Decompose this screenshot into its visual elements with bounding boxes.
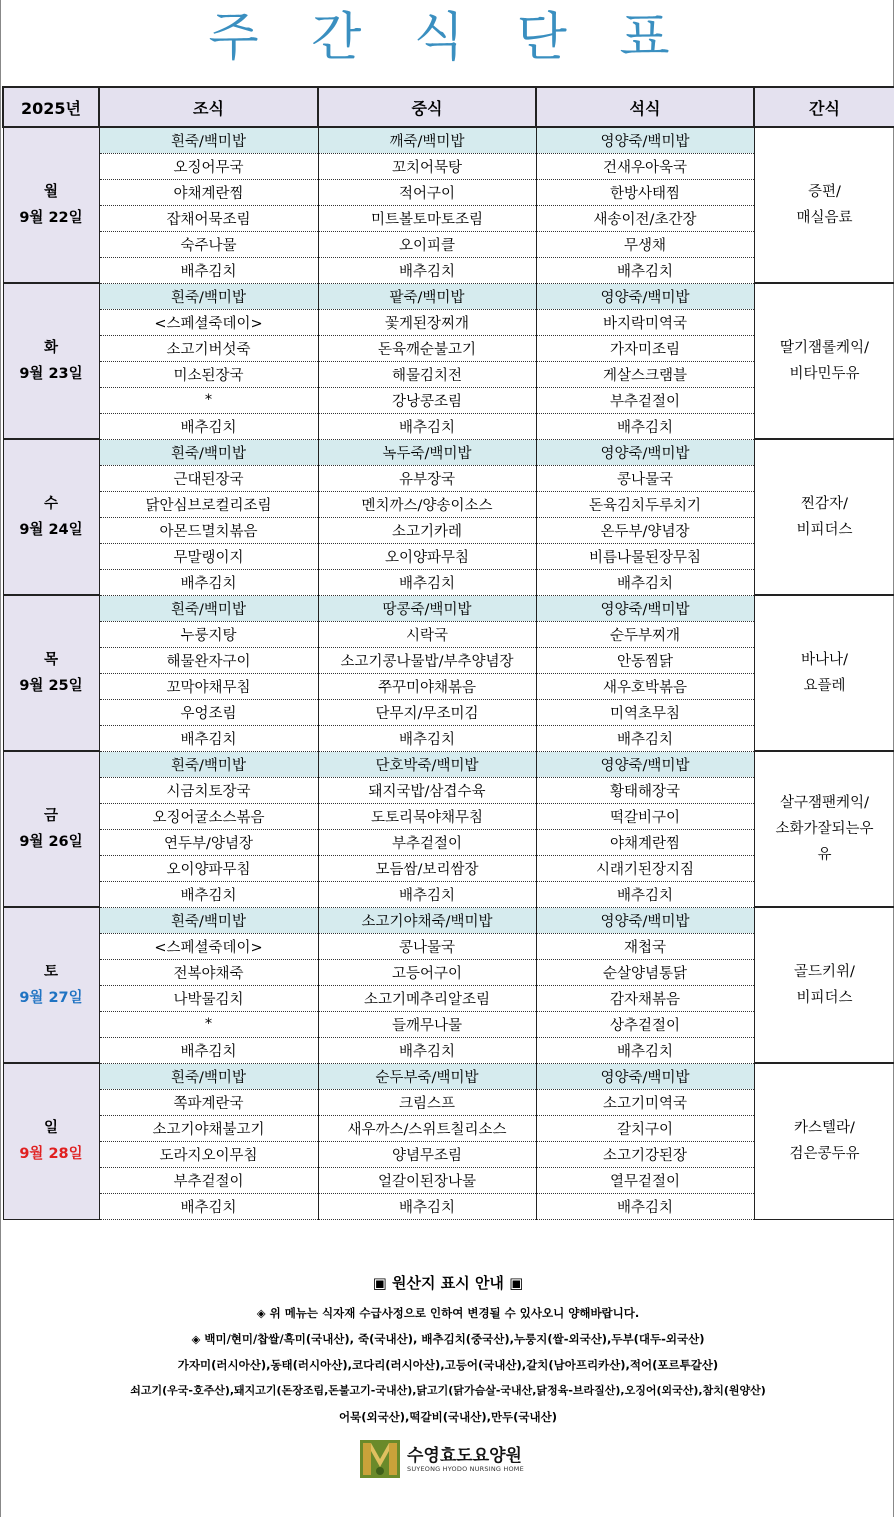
breakfast-item: 근대된장국 <box>99 465 318 491</box>
breakfast-item: 무말랭이지 <box>99 543 318 569</box>
notice-line: ◈ 위 메뉴는 식자재 수급사정으로 인하여 변경될 수 있사오니 양해바랍니다. <box>256 1306 640 1320</box>
day-cell <box>3 751 99 907</box>
lunch-item: 오이양파무침 <box>318 543 536 569</box>
dinner-item: 시래기된장지짐 <box>536 855 754 881</box>
table-row <box>3 595 894 621</box>
weekday-label: 일 <box>43 1120 58 1137</box>
breakfast-item: 시금치토장국 <box>99 777 318 803</box>
dinner-item: 콩나물국 <box>536 465 754 491</box>
snack-line: 골드키위/ <box>794 964 855 980</box>
lunch-item: 쭈꾸미야채볶음 <box>318 673 536 699</box>
notice-heading: ▣ 원산지 표시 안내 ▣ <box>372 1274 524 1292</box>
breakfast-item: 쪽파계란국 <box>99 1089 318 1115</box>
lunch-item: 양념무조림 <box>318 1141 536 1167</box>
breakfast-item: 누룽지탕 <box>99 621 318 647</box>
lunch-item: 도토리묵야채무침 <box>318 803 536 829</box>
notice-line: 어묵(외국산),떡갈비(국내산),만두(국내산) <box>338 1410 557 1424</box>
snack-line: 바나나/ <box>801 652 848 668</box>
dinner-item: 영양죽/백미밥 <box>536 127 754 153</box>
lunch-item: 땅콩죽/백미밥 <box>318 595 536 621</box>
lunch-item: 꼬치어묵탕 <box>318 153 536 179</box>
lunch-item: 배추김치 <box>318 257 536 283</box>
dinner-item: 영양죽/백미밥 <box>536 595 754 621</box>
nursing-home-logo <box>359 1437 539 1481</box>
weekday-label: 화 <box>43 340 58 356</box>
snack-cell <box>754 127 894 283</box>
date-label: 9월 28일 <box>19 1146 83 1163</box>
breakfast-item: 흰죽/백미밥 <box>99 907 318 933</box>
menu-body <box>3 127 894 1219</box>
lunch-item: 모듬쌈/보리쌈장 <box>318 855 536 881</box>
snack-cell <box>754 751 894 907</box>
lunch-item: 부추겉절이 <box>318 829 536 855</box>
origin-notice <box>2 1266 894 1430</box>
lunch-item: 단무지/무조미김 <box>318 699 536 725</box>
breakfast-item: 흰죽/백미밥 <box>99 283 318 309</box>
breakfast-item: * <box>99 387 318 413</box>
snack-line: 증편/ <box>808 184 841 200</box>
dinner-item: 소고기미역국 <box>536 1089 754 1115</box>
breakfast-item: 도라지오이무침 <box>99 1141 318 1167</box>
snack-line: 카스텔라/ <box>794 1120 855 1137</box>
day-cell <box>3 283 99 439</box>
dinner-item: 미역초무침 <box>536 699 754 725</box>
breakfast-item: 연두부/양념장 <box>99 829 318 855</box>
weekly-menu-table <box>2 86 894 1220</box>
table-row <box>3 907 894 933</box>
breakfast-item: 닭안심브로컬리조림 <box>99 491 318 517</box>
lunch-item: 배추김치 <box>318 1037 536 1063</box>
lunch-item: 배추김치 <box>318 1193 536 1219</box>
dinner-item: 배추김치 <box>536 1193 754 1219</box>
lunch-item: 배추김치 <box>318 881 536 907</box>
lunch-item: 깨죽/백미밥 <box>318 127 536 153</box>
notice-line: 쇠고기(우국-호주산),돼지고기(돈장조림,돈불고기-국내산),닭고기(닭가슴살-국내산,닭정육-브라질산),오징어(외국산),참치(원양산) <box>130 1384 766 1397</box>
dinner-item: 갈치구이 <box>536 1115 754 1141</box>
breakfast-header: 조식 <box>99 87 318 127</box>
dinner-item: 비름나물된장무침 <box>536 543 754 569</box>
lunch-item: 배추김치 <box>318 413 536 439</box>
weekday-label: 목 <box>43 652 58 668</box>
dinner-item: 배추김치 <box>536 413 754 439</box>
dinner-item: 영양죽/백미밥 <box>536 439 754 465</box>
date-label: 9월 22일 <box>19 210 83 226</box>
dinner-item: 새송이전/초간장 <box>536 205 754 231</box>
snack-cell <box>754 595 894 751</box>
weekday-label: 금 <box>43 808 58 824</box>
dinner-item: 영양죽/백미밥 <box>536 283 754 309</box>
lunch-item: 시락국 <box>318 621 536 647</box>
dinner-item: 순살양념통닭 <box>536 959 754 985</box>
dinner-header: 석식 <box>536 87 754 127</box>
lunch-item: 소고기메추리알조림 <box>318 985 536 1011</box>
dinner-item: 야채계란찜 <box>536 829 754 855</box>
dinner-item: 황태해장국 <box>536 777 754 803</box>
lunch-item: 녹두죽/백미밥 <box>318 439 536 465</box>
breakfast-item: <스페셜죽데이> <box>99 933 318 959</box>
lunch-item: 소고기콩나물밥/부추양념장 <box>318 647 536 673</box>
dinner-item: 영양죽/백미밥 <box>536 1063 754 1089</box>
weekday-label: 월 <box>43 184 58 200</box>
breakfast-item: 꼬막야채무침 <box>99 673 318 699</box>
dinner-item: 바지락미역국 <box>536 309 754 335</box>
lunch-item: 해물김치전 <box>318 361 536 387</box>
dinner-item: 배추김치 <box>536 1037 754 1063</box>
lunch-item: 강낭콩조림 <box>318 387 536 413</box>
snack-line: 유 <box>817 847 832 863</box>
breakfast-item: 아몬드멸치볶음 <box>99 517 318 543</box>
breakfast-item: 소고기야채불고기 <box>99 1115 318 1141</box>
snack-header: 간식 <box>754 87 894 127</box>
lunch-item: 콩나물국 <box>318 933 536 959</box>
snack-line: 비피더스 <box>796 990 853 1006</box>
notice-line: 가자미(러시아산),동태(러시아산),코다리(러시아산),고등어(국내산),갈치(남아프리카산),적어(포르투갈산) <box>177 1358 719 1372</box>
breakfast-item: 전복야채죽 <box>99 959 318 985</box>
snack-cell <box>754 907 894 1063</box>
lunch-item: 들깨무나물 <box>318 1011 536 1037</box>
lunch-item: 배추김치 <box>318 569 536 595</box>
dinner-item: 상추겉절이 <box>536 1011 754 1037</box>
lunch-item: 팥죽/백미밥 <box>318 283 536 309</box>
lunch-item: 미트볼토마토조림 <box>318 205 536 231</box>
dinner-item: 부추겉절이 <box>536 387 754 413</box>
lunch-item: 고등어구이 <box>318 959 536 985</box>
dinner-item: 열무겉절이 <box>536 1167 754 1193</box>
snack-line: 요플레 <box>803 678 846 694</box>
dinner-item: 한방사태찜 <box>536 179 754 205</box>
breakfast-item: 배추김치 <box>99 1193 318 1219</box>
dinner-item: 감자채볶음 <box>536 985 754 1011</box>
breakfast-item: 부추겉절이 <box>99 1167 318 1193</box>
dinner-item: 영양죽/백미밥 <box>536 751 754 777</box>
logo-name: 수영효도요양원 <box>407 1446 522 1466</box>
dinner-item: 소고기강된장 <box>536 1141 754 1167</box>
snack-line: 비피더스 <box>796 522 853 538</box>
dinner-item: 건새우아욱국 <box>536 153 754 179</box>
day-cell <box>3 439 99 595</box>
date-label: 9월 26일 <box>19 834 83 850</box>
breakfast-item: 소고기버섯죽 <box>99 335 318 361</box>
notice-line: ◈ 백미/현미/찹쌀/흑미(국내산), 죽(국내산), 배추김치(중국산),누룽지(쌀-외국산),두부(대두-외국산) <box>191 1332 705 1346</box>
table-header-row <box>3 87 894 127</box>
table-row <box>3 751 894 777</box>
snack-line: 소화가잘되는우 <box>775 821 874 837</box>
date-label: 9월 23일 <box>19 366 83 382</box>
breakfast-item: 야채계란찜 <box>99 179 318 205</box>
dinner-item: 무생채 <box>536 231 754 257</box>
snack-line: 매실음료 <box>796 210 853 226</box>
breakfast-item: 잡채어묵조림 <box>99 205 318 231</box>
weekday-label: 수 <box>43 496 58 512</box>
lunch-item: 오이피클 <box>318 231 536 257</box>
date-label: 9월 24일 <box>19 522 83 538</box>
lunch-item: 소고기카레 <box>318 517 536 543</box>
snack-cell <box>754 439 894 595</box>
dinner-item: 돈육김치두루치기 <box>536 491 754 517</box>
dinner-item: 배추김치 <box>536 569 754 595</box>
snack-line: 검은콩두유 <box>789 1146 860 1163</box>
breakfast-item: 흰죽/백미밥 <box>99 595 318 621</box>
breakfast-item: 배추김치 <box>99 413 318 439</box>
dinner-item: 안동찜닭 <box>536 647 754 673</box>
date-label: 9월 27일 <box>19 990 83 1006</box>
dinner-item: 새우호박볶음 <box>536 673 754 699</box>
breakfast-item: 배추김치 <box>99 257 318 283</box>
lunch-item: 단호박죽/백미밥 <box>318 751 536 777</box>
lunch-item: 꽃게된장찌개 <box>318 309 536 335</box>
dinner-item: 배추김치 <box>536 257 754 283</box>
breakfast-item: 배추김치 <box>99 725 318 751</box>
snack-line: 딸기잼롤케익/ <box>780 340 869 356</box>
breakfast-item: * <box>99 1011 318 1037</box>
lunch-item: 적어구이 <box>318 179 536 205</box>
lunch-header: 중식 <box>318 87 536 127</box>
lunch-item: 멘치까스/양송이소스 <box>318 491 536 517</box>
table-row <box>3 127 894 153</box>
breakfast-item: 해물완자구이 <box>99 647 318 673</box>
dinner-item: 떡갈비구이 <box>536 803 754 829</box>
breakfast-item: 흰죽/백미밥 <box>99 751 318 777</box>
table-row <box>3 439 894 465</box>
lunch-item: 크림스프 <box>318 1089 536 1115</box>
lunch-item: 순두부죽/백미밥 <box>318 1063 536 1089</box>
page-title: 주 간 식 단 표 <box>208 8 688 68</box>
breakfast-item: 배추김치 <box>99 1037 318 1063</box>
breakfast-item: 오이양파무침 <box>99 855 318 881</box>
snack-line: 비타민두유 <box>789 366 860 382</box>
day-cell <box>3 907 99 1063</box>
lunch-item: 유부장국 <box>318 465 536 491</box>
dinner-item: 가자미조림 <box>536 335 754 361</box>
year-header: 2025년 <box>3 87 99 127</box>
breakfast-item: 우엉조림 <box>99 699 318 725</box>
breakfast-item: 배추김치 <box>99 881 318 907</box>
snack-line: 살구잼팬케익/ <box>780 795 869 811</box>
breakfast-item: 오징어굴소스볶음 <box>99 803 318 829</box>
weekday-label: 토 <box>43 964 58 980</box>
breakfast-item: 흰죽/백미밥 <box>99 1063 318 1089</box>
table-row <box>3 1063 894 1089</box>
day-cell <box>3 1063 99 1219</box>
dinner-item: 재첩국 <box>536 933 754 959</box>
lunch-item: 돼지국밥/삼겹수육 <box>318 777 536 803</box>
lunch-item: 소고기야채죽/백미밥 <box>318 907 536 933</box>
breakfast-item: 배추김치 <box>99 569 318 595</box>
breakfast-item: 흰죽/백미밥 <box>99 127 318 153</box>
breakfast-item: 숙주나물 <box>99 231 318 257</box>
breakfast-item: 오징어무국 <box>99 153 318 179</box>
breakfast-item: 나박물김치 <box>99 985 318 1011</box>
breakfast-item: 흰죽/백미밥 <box>99 439 318 465</box>
table-row <box>3 283 894 309</box>
snack-line: 찐감자/ <box>801 496 848 512</box>
dinner-item: 배추김치 <box>536 725 754 751</box>
logo-subtitle: SUYEONG HYODO NURSING HOME <box>407 1465 524 1473</box>
lunch-item: 배추김치 <box>318 725 536 751</box>
breakfast-item: 미소된장국 <box>99 361 318 387</box>
lunch-item: 돈육깨순불고기 <box>318 335 536 361</box>
snack-cell <box>754 1063 894 1219</box>
leaf-logo-icon <box>359 1439 401 1479</box>
lunch-item: 얼갈이된장나물 <box>318 1167 536 1193</box>
dinner-item: 온두부/양념장 <box>536 517 754 543</box>
date-label: 9월 25일 <box>19 678 83 694</box>
snack-cell <box>754 283 894 439</box>
dinner-item: 게살스크램블 <box>536 361 754 387</box>
day-cell <box>3 595 99 751</box>
dinner-item: 순두부찌개 <box>536 621 754 647</box>
day-cell <box>3 127 99 283</box>
dinner-item: 배추김치 <box>536 881 754 907</box>
dinner-item: 영양죽/백미밥 <box>536 907 754 933</box>
lunch-item: 새우까스/스위트칠리소스 <box>318 1115 536 1141</box>
breakfast-item: <스페셜죽데이> <box>99 309 318 335</box>
